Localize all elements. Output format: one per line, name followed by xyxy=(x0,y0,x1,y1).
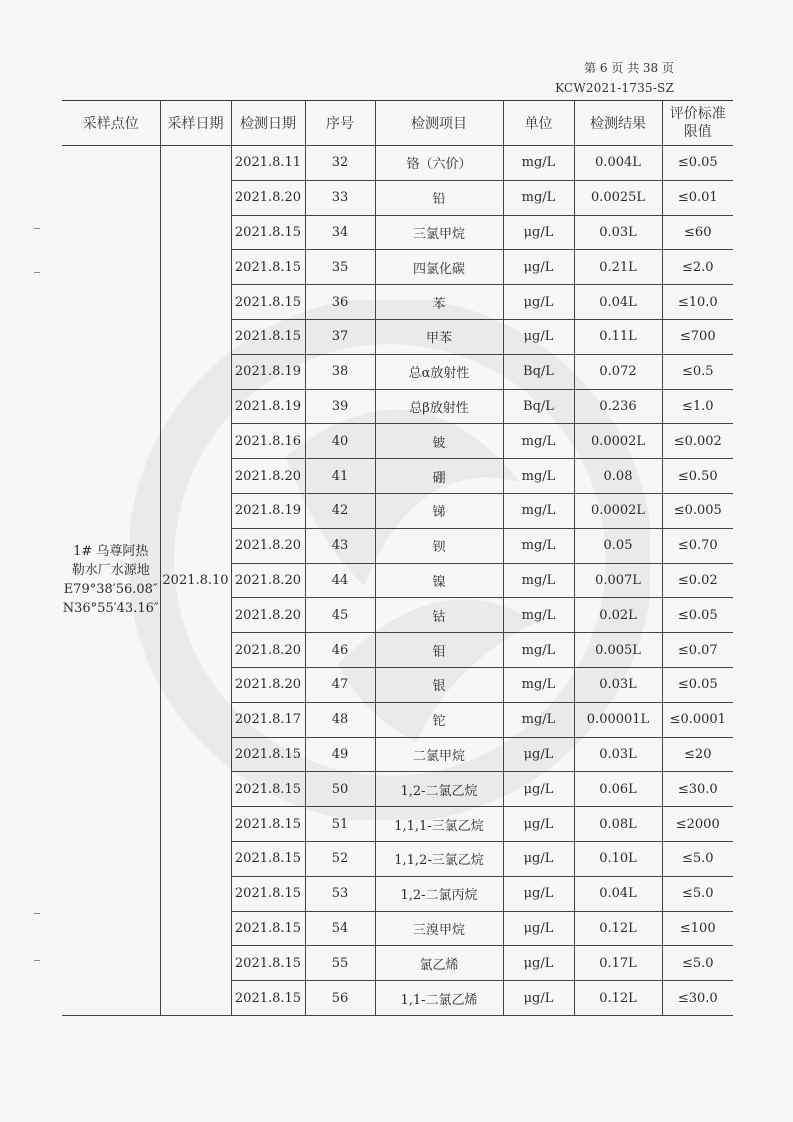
result-cell: 0.03L xyxy=(574,215,662,250)
test-item-cell: 铊 xyxy=(375,702,503,737)
limit-cell: ≤30.0 xyxy=(662,772,733,807)
limit-cell: ≤2000 xyxy=(662,807,733,842)
serial-cell: 52 xyxy=(305,841,375,876)
unit-cell: μg/L xyxy=(503,911,574,946)
test-date-cell: 2021.8.15 xyxy=(231,946,305,981)
unit-cell: mg/L xyxy=(503,528,574,563)
result-cell: 0.02L xyxy=(574,598,662,633)
result-cell: 0.0025L xyxy=(574,180,662,215)
result-cell: 0.236 xyxy=(574,389,662,424)
unit-cell: μg/L xyxy=(503,876,574,911)
col-header-serial: 序号 xyxy=(305,101,375,146)
unit-cell: mg/L xyxy=(503,702,574,737)
test-date-cell: 2021.8.15 xyxy=(231,215,305,250)
test-item-cell: 1,1-二氯乙烯 xyxy=(375,981,503,1016)
result-cell: 0.072 xyxy=(574,354,662,389)
unit-cell: Bq/L xyxy=(503,389,574,424)
result-cell: 0.08 xyxy=(574,459,662,494)
sample-date-cell: 2021.8.10 xyxy=(160,146,231,1016)
serial-cell: 54 xyxy=(305,911,375,946)
result-cell: 0.0002L xyxy=(574,424,662,459)
serial-cell: 51 xyxy=(305,807,375,842)
col-header-limit-line1: 评价标准 xyxy=(669,106,726,122)
serial-cell: 32 xyxy=(305,146,375,181)
serial-cell: 38 xyxy=(305,354,375,389)
test-item-cell: 铅 xyxy=(375,180,503,215)
test-date-cell: 2021.8.15 xyxy=(231,807,305,842)
table-row xyxy=(62,146,733,181)
serial-cell: 34 xyxy=(305,215,375,250)
margin-mark xyxy=(34,272,40,273)
unit-cell: Bq/L xyxy=(503,354,574,389)
test-date-cell: 2021.8.20 xyxy=(231,667,305,702)
unit-cell: mg/L xyxy=(503,180,574,215)
col-header-item: 检测项目 xyxy=(375,101,503,146)
serial-cell: 37 xyxy=(305,319,375,354)
test-date-cell: 2021.8.16 xyxy=(231,424,305,459)
col-header-limit xyxy=(662,101,733,146)
test-item-cell: 总β放射性 xyxy=(375,389,503,424)
test-date-cell: 2021.8.15 xyxy=(231,981,305,1016)
result-cell: 0.04L xyxy=(574,876,662,911)
test-item-cell: 1,1,1-三氯乙烷 xyxy=(375,807,503,842)
unit-cell: mg/L xyxy=(503,633,574,668)
limit-cell: ≤0.05 xyxy=(662,146,733,181)
serial-cell: 42 xyxy=(305,493,375,528)
result-cell: 0.03L xyxy=(574,737,662,772)
limit-cell: ≤5.0 xyxy=(662,876,733,911)
limit-cell: ≤30.0 xyxy=(662,981,733,1016)
test-item-cell: 四氯化碳 xyxy=(375,250,503,285)
limit-cell: ≤0.05 xyxy=(662,598,733,633)
result-cell: 0.21L xyxy=(574,250,662,285)
test-item-cell: 氯乙烯 xyxy=(375,946,503,981)
result-cell: 0.00001L xyxy=(574,702,662,737)
test-date-cell: 2021.8.20 xyxy=(231,180,305,215)
limit-cell: ≤2.0 xyxy=(662,250,733,285)
serial-cell: 55 xyxy=(305,946,375,981)
sampling-site-cell xyxy=(62,146,160,1016)
serial-cell: 48 xyxy=(305,702,375,737)
test-date-cell: 2021.8.19 xyxy=(231,389,305,424)
test-date-cell: 2021.8.20 xyxy=(231,633,305,668)
unit-cell: μg/L xyxy=(503,946,574,981)
test-item-cell: 三溴甲烷 xyxy=(375,911,503,946)
limit-cell: ≤5.0 xyxy=(662,841,733,876)
report-number: KCW2021-1735-SZ xyxy=(555,81,674,95)
test-date-cell: 2021.8.15 xyxy=(231,737,305,772)
result-cell: 0.005L xyxy=(574,633,662,668)
result-cell: 0.08L xyxy=(574,807,662,842)
limit-cell: ≤10.0 xyxy=(662,285,733,320)
result-cell: 0.10L xyxy=(574,841,662,876)
test-date-cell: 2021.8.20 xyxy=(231,563,305,598)
col-header-limit-line2: 限值 xyxy=(683,124,712,140)
unit-cell: μg/L xyxy=(503,250,574,285)
test-item-cell: 银 xyxy=(375,667,503,702)
unit-cell: μg/L xyxy=(503,981,574,1016)
test-date-cell: 2021.8.20 xyxy=(231,459,305,494)
test-date-cell: 2021.8.15 xyxy=(231,876,305,911)
unit-cell: μg/L xyxy=(503,807,574,842)
test-date-cell: 2021.8.15 xyxy=(231,841,305,876)
serial-cell: 47 xyxy=(305,667,375,702)
col-header-site: 采样点位 xyxy=(62,101,160,146)
test-date-cell: 2021.8.15 xyxy=(231,319,305,354)
serial-cell: 36 xyxy=(305,285,375,320)
unit-cell: mg/L xyxy=(503,667,574,702)
serial-cell: 50 xyxy=(305,772,375,807)
test-date-cell: 2021.8.15 xyxy=(231,772,305,807)
test-date-cell: 2021.8.20 xyxy=(231,598,305,633)
test-item-cell: 1,2-二氯乙烷 xyxy=(375,772,503,807)
serial-cell: 49 xyxy=(305,737,375,772)
result-cell: 0.03L xyxy=(574,667,662,702)
serial-cell: 53 xyxy=(305,876,375,911)
serial-cell: 45 xyxy=(305,598,375,633)
result-cell: 0.05 xyxy=(574,528,662,563)
unit-cell: μg/L xyxy=(503,772,574,807)
test-date-cell: 2021.8.17 xyxy=(231,702,305,737)
test-date-cell: 2021.8.19 xyxy=(231,493,305,528)
test-item-cell: 钼 xyxy=(375,633,503,668)
test-item-cell: 苯 xyxy=(375,285,503,320)
test-item-cell: 三氯甲烷 xyxy=(375,215,503,250)
test-item-cell: 硼 xyxy=(375,459,503,494)
margin-mark xyxy=(34,228,40,229)
limit-cell: ≤1.0 xyxy=(662,389,733,424)
result-cell: 0.12L xyxy=(574,911,662,946)
col-header-result: 检测结果 xyxy=(574,101,662,146)
test-item-cell: 总α放射性 xyxy=(375,354,503,389)
limit-cell: ≤700 xyxy=(662,319,733,354)
margin-mark xyxy=(34,913,40,914)
test-item-cell: 钡 xyxy=(375,528,503,563)
test-item-cell: 铬（六价） xyxy=(375,146,503,181)
unit-cell: mg/L xyxy=(503,459,574,494)
test-item-cell: 镍 xyxy=(375,563,503,598)
test-item-cell: 甲苯 xyxy=(375,319,503,354)
sampling-site-line2: 勒水厂水源地 xyxy=(71,563,150,579)
test-date-cell: 2021.8.20 xyxy=(231,528,305,563)
limit-cell: ≤20 xyxy=(662,737,733,772)
test-item-cell: 1,2-二氯丙烷 xyxy=(375,876,503,911)
test-date-cell: 2021.8.11 xyxy=(231,146,305,181)
test-date-cell: 2021.8.15 xyxy=(231,250,305,285)
serial-cell: 41 xyxy=(305,459,375,494)
test-item-cell: 钴 xyxy=(375,598,503,633)
limit-cell: ≤0.01 xyxy=(662,180,733,215)
result-cell: 0.007L xyxy=(574,563,662,598)
unit-cell: mg/L xyxy=(503,424,574,459)
result-cell: 0.12L xyxy=(574,981,662,1016)
serial-cell: 46 xyxy=(305,633,375,668)
serial-cell: 43 xyxy=(305,528,375,563)
unit-cell: mg/L xyxy=(503,598,574,633)
result-cell: 0.17L xyxy=(574,946,662,981)
serial-cell: 33 xyxy=(305,180,375,215)
col-header-unit: 单位 xyxy=(503,101,574,146)
serial-cell: 40 xyxy=(305,424,375,459)
test-date-cell: 2021.8.15 xyxy=(231,911,305,946)
test-item-cell: 锑 xyxy=(375,493,503,528)
serial-cell: 35 xyxy=(305,250,375,285)
col-header-sample-date: 采样日期 xyxy=(160,101,231,146)
limit-cell: ≤0.02 xyxy=(662,563,733,598)
test-item-cell: 铍 xyxy=(375,424,503,459)
limit-cell: ≤0.70 xyxy=(662,528,733,563)
result-cell: 0.11L xyxy=(574,319,662,354)
result-cell: 0.0002L xyxy=(574,493,662,528)
margin-mark xyxy=(34,960,40,961)
limit-cell: ≤0.002 xyxy=(662,424,733,459)
col-header-test-date: 检测日期 xyxy=(231,101,305,146)
sampling-site-line4: N36°55′43.16″ xyxy=(62,601,159,617)
unit-cell: μg/L xyxy=(503,285,574,320)
result-cell: 0.004L xyxy=(574,146,662,181)
table-header-row xyxy=(62,101,733,146)
page-info: 第 6 页 共 38 页 xyxy=(584,61,674,75)
test-item-cell: 二氯甲烷 xyxy=(375,737,503,772)
test-date-cell: 2021.8.19 xyxy=(231,354,305,389)
unit-cell: mg/L xyxy=(503,146,574,181)
unit-cell: μg/L xyxy=(503,841,574,876)
serial-cell: 56 xyxy=(305,981,375,1016)
limit-cell: ≤60 xyxy=(662,215,733,250)
unit-cell: μg/L xyxy=(503,737,574,772)
serial-cell: 39 xyxy=(305,389,375,424)
limit-cell: ≤0.05 xyxy=(662,667,733,702)
test-item-cell: 1,1,2-三氯乙烷 xyxy=(375,841,503,876)
test-date-cell: 2021.8.15 xyxy=(231,285,305,320)
unit-cell: mg/L xyxy=(503,563,574,598)
result-cell: 0.06L xyxy=(574,772,662,807)
limit-cell: ≤0.50 xyxy=(662,459,733,494)
serial-cell: 44 xyxy=(305,563,375,598)
unit-cell: μg/L xyxy=(503,215,574,250)
sampling-site-line1: 1# 乌尊阿热 xyxy=(73,544,149,560)
result-cell: 0.04L xyxy=(574,285,662,320)
sampling-site-line3: E79°38′56.08″ xyxy=(63,582,158,598)
limit-cell: ≤0.5 xyxy=(662,354,733,389)
limit-cell: ≤0.005 xyxy=(662,493,733,528)
unit-cell: mg/L xyxy=(503,493,574,528)
limit-cell: ≤100 xyxy=(662,911,733,946)
unit-cell: μg/L xyxy=(503,319,574,354)
limit-cell: ≤5.0 xyxy=(662,946,733,981)
limit-cell: ≤0.0001 xyxy=(662,702,733,737)
results-table xyxy=(62,100,733,1016)
limit-cell: ≤0.07 xyxy=(662,633,733,668)
